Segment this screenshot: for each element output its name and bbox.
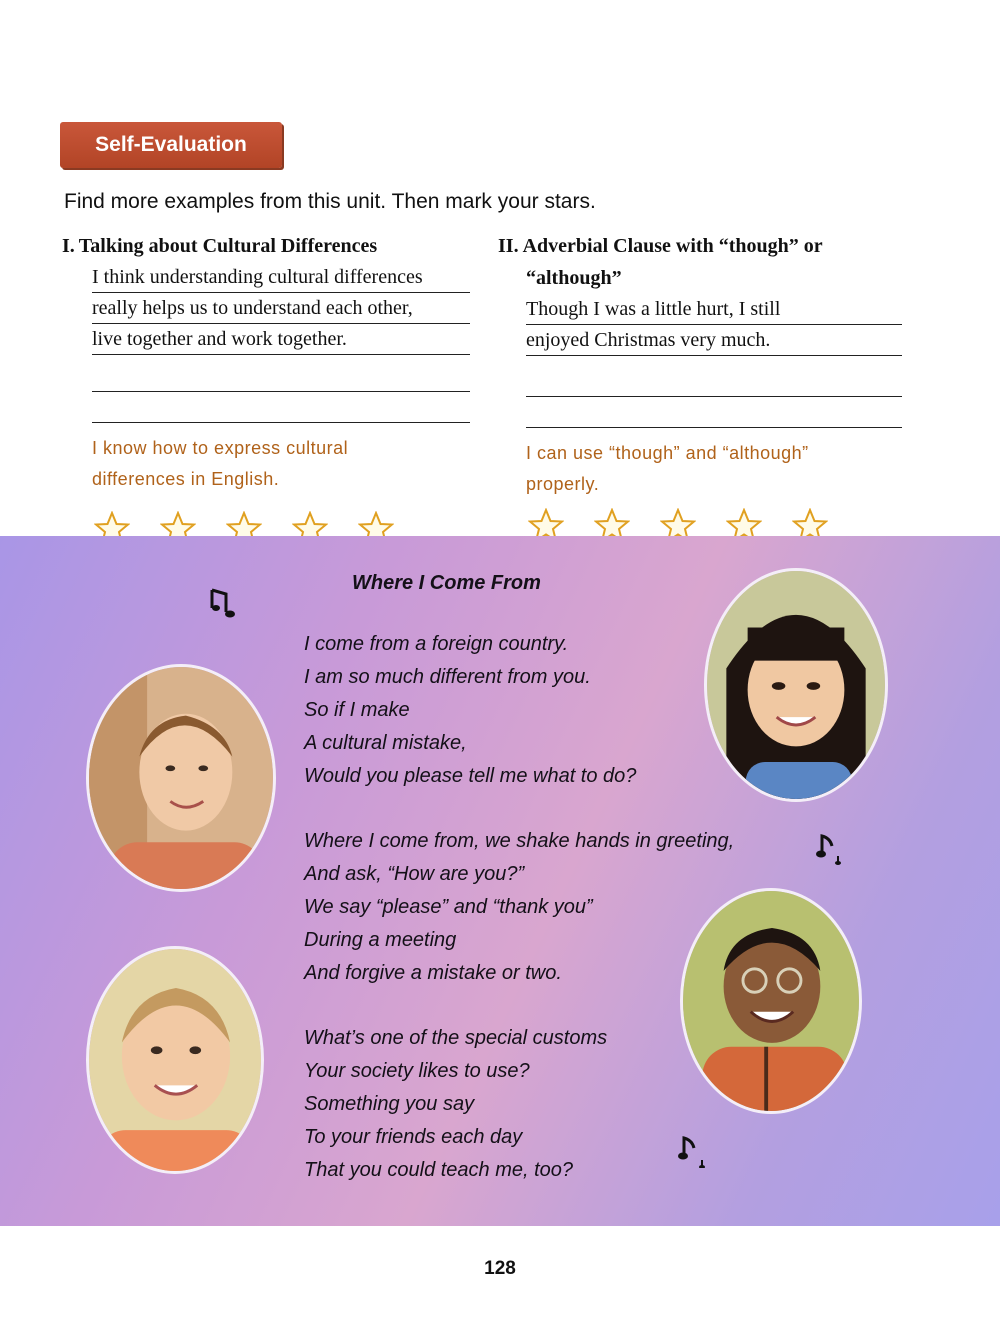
poem-line: I come from a foreign country. bbox=[304, 633, 569, 655]
section-heading bbox=[62, 230, 482, 262]
can-do-statement bbox=[62, 433, 482, 495]
answer-lines bbox=[498, 294, 928, 428]
can-do-line: differences in English. bbox=[92, 469, 280, 489]
poem-line: Your society likes to use? bbox=[304, 1060, 530, 1082]
section-talking-cultural-differences bbox=[62, 230, 482, 547]
can-do-line: I can use “though” and “although” bbox=[526, 443, 809, 463]
poem-line: So if I make bbox=[304, 699, 410, 721]
poem-line: During a meeting bbox=[304, 929, 457, 951]
poem-line: I am so much different from you. bbox=[304, 666, 591, 688]
poem-panel bbox=[0, 536, 1000, 1226]
section-title-continued: “although” bbox=[526, 267, 622, 289]
poem-line: What’s one of the special customs bbox=[304, 1027, 608, 1049]
can-do-statement bbox=[498, 438, 928, 500]
music-note-icon bbox=[816, 832, 846, 866]
answer-line[interactable] bbox=[526, 397, 902, 428]
section-number: II. bbox=[498, 235, 519, 257]
section-heading bbox=[498, 230, 928, 294]
poem-line: Where I come from, we shake hands in greeting, bbox=[304, 830, 735, 852]
answer-line[interactable] bbox=[92, 392, 470, 423]
answer-line[interactable]: I think understanding cultural differences bbox=[92, 262, 470, 293]
poem-line: That you could teach me, too? bbox=[304, 1159, 574, 1181]
section-title: Adverbial Clause with “though” or bbox=[522, 235, 823, 257]
can-do-line: properly. bbox=[526, 474, 600, 494]
poem-body bbox=[304, 628, 735, 1187]
answer-line[interactable]: Though I was a little hurt, I still bbox=[526, 294, 902, 325]
answer-line[interactable]: live together and work together. bbox=[92, 324, 470, 355]
poem-line: And ask, “How are you?” bbox=[304, 863, 525, 885]
poem-title: Where I Come From bbox=[352, 572, 541, 594]
poem-line: A cultural mistake, bbox=[304, 732, 467, 754]
child-photo-bottom-left bbox=[86, 946, 264, 1174]
poem-line: We say “please” and “thank you” bbox=[304, 896, 593, 918]
page-number: 128 bbox=[484, 1258, 516, 1279]
poem-stanza bbox=[304, 825, 735, 990]
section-adverbial-clause bbox=[498, 230, 928, 544]
poem-line: Something you say bbox=[304, 1093, 475, 1115]
section-title: Talking about Cultural Differences bbox=[78, 235, 378, 257]
child-photo-top-right bbox=[704, 568, 888, 802]
poem-stanza bbox=[304, 1022, 724, 1187]
answer-line[interactable] bbox=[92, 361, 470, 392]
can-do-line: I know how to express cultural bbox=[92, 438, 349, 458]
poem-stanza bbox=[304, 628, 724, 793]
self-evaluation-badge: Self-Evaluation bbox=[60, 122, 282, 168]
instruction-text: Find more examples from this unit. Then mark your stars. bbox=[64, 190, 596, 213]
child-photo-top-left bbox=[86, 664, 276, 892]
poem-line: Would you please tell me what to do? bbox=[304, 765, 637, 787]
section-number: I. bbox=[62, 235, 75, 257]
answer-line[interactable]: enjoyed Christmas very much. bbox=[526, 325, 902, 356]
music-note-icon bbox=[208, 586, 238, 620]
answer-line[interactable] bbox=[526, 366, 902, 397]
answer-line[interactable]: really helps us to understand each other, bbox=[92, 293, 470, 324]
answer-lines bbox=[62, 262, 482, 423]
poem-line: To your friends each day bbox=[304, 1126, 523, 1148]
poem-line: And forgive a mistake or two. bbox=[304, 962, 562, 984]
